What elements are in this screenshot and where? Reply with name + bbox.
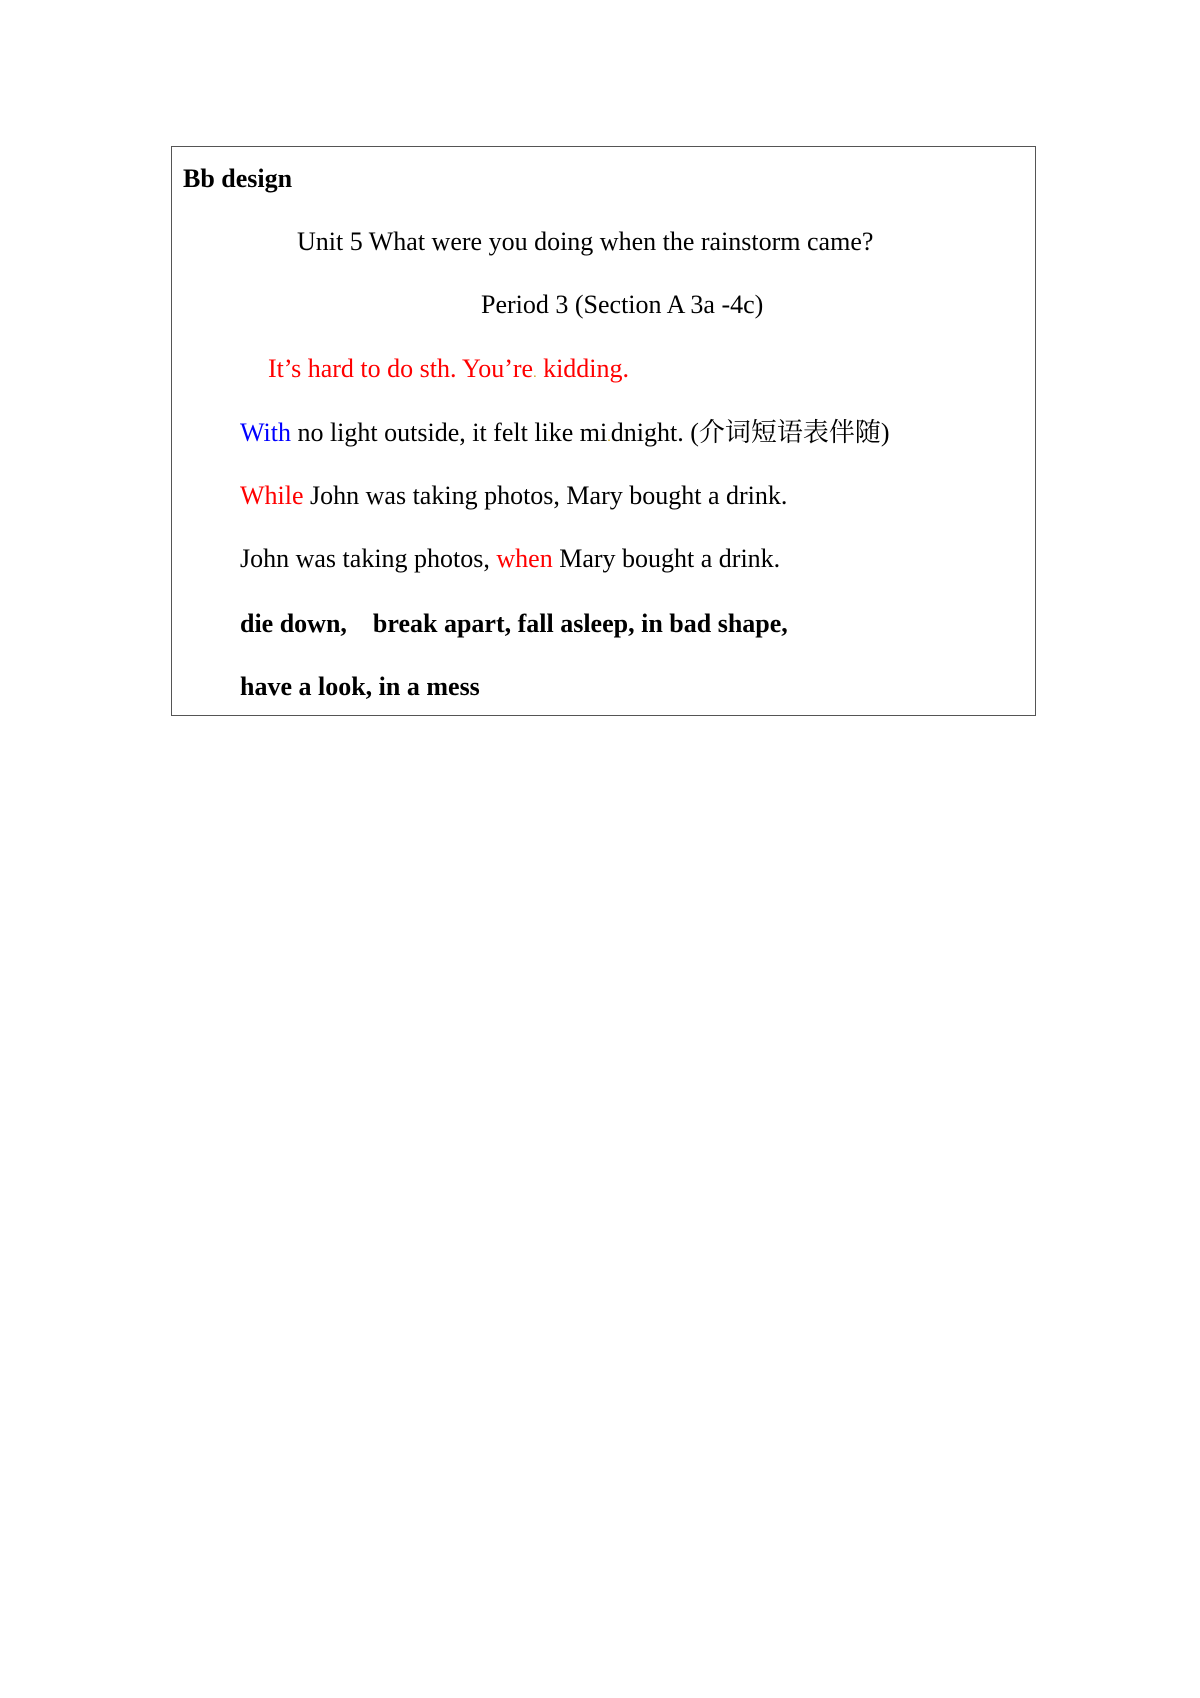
while-keyword: While [240,481,304,510]
when-keyword: when [496,544,553,573]
when-sentence-text-a: John was taking photos, [240,544,497,573]
expression-red-text: It’s hard to do sth. You’re [268,354,534,383]
expression-line [268,354,629,389]
phrases-line-1: die down, break apart, fall asleep, in bad shape, [240,609,788,638]
while-sentence [240,481,787,511]
unit-title: Unit 5 What were you doing when the rainstorm came? [297,227,874,256]
period-title: Period 3 (Section A 3a -4c) [481,290,764,319]
when-sentence [240,544,780,574]
with-keyword: With [240,418,291,447]
editing-mark: . [533,366,537,381]
editing-mark-2: . [607,430,611,445]
phrases-line-2: have a look, in a mess [240,672,480,701]
with-sentence-text-b: dnight. (介词短语表伴随) [610,418,890,447]
board-heading: Bb design [183,164,293,193]
expression-red-text-2: kid [543,354,577,383]
with-sentence [240,418,890,453]
when-sentence-text-b: Mary bought a drink. [552,544,781,573]
expression-black-text: ding. [576,354,630,383]
while-sentence-text: John was taking photos, Mary bought a drink. [303,481,788,510]
with-sentence-text-a: no light outside, it felt like mi [290,418,608,447]
